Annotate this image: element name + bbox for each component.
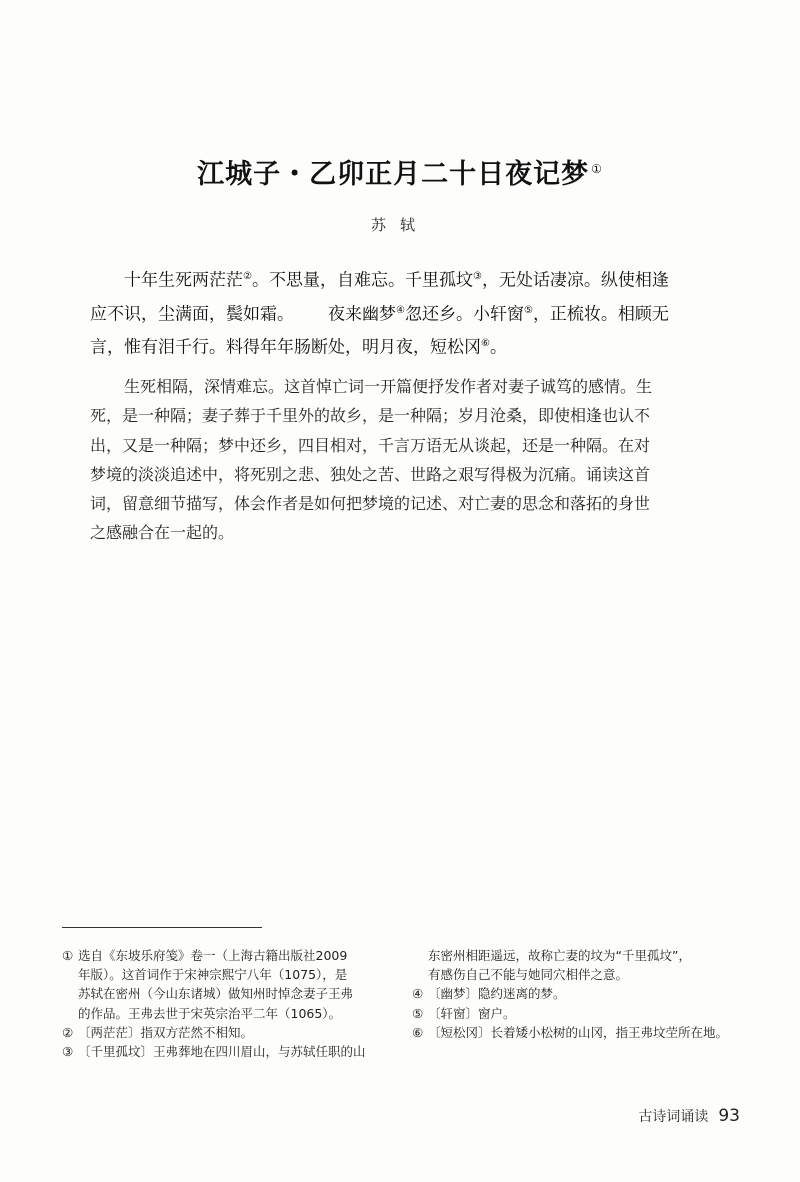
poem-line: 言，惟有泪千行。料得年年肠断处，明月夜，短松冈⑥。 bbox=[90, 337, 507, 358]
footnote-continuation: 苏轼在密州（今山东诸城）做知州时悼念妻子王弗 bbox=[78, 986, 354, 1002]
poem-title: 江城子・乙卯正月二十日夜记梦 ① bbox=[197, 159, 603, 190]
guide-line: 梦境的淡淡追述中，将死别之悲、独处之苦、世路之艰写得极为沉痛。诵读这首 bbox=[90, 464, 651, 484]
footnote-continuation: 的作品。王弗去世于宋英宗治平二年（1065）。 bbox=[78, 1005, 342, 1021]
guide-line: 生死相隔，深情难忘。这首悼亡词一开篇便抒发作者对妻子诚笃的感情。生 bbox=[124, 377, 653, 396]
poem-line: 十年生死两茫茫②。不思量，自难忘。千里孤坟③，无处话凄凉。纵使相逢 bbox=[124, 270, 669, 291]
footnote: ④ 〔幽梦〕隐约迷离的梦。 bbox=[412, 986, 566, 1002]
poem-line: 应不识，尘满面，鬓如霜。 夜来幽梦④忽还乡。小轩窗⑤，正梳妆。相顾无 bbox=[90, 304, 669, 325]
poem-body bbox=[90, 262, 710, 363]
reading-guide bbox=[90, 372, 710, 548]
footnote-continuation: 年版）。这首词作于宋神宗熙宁八年（1075），是 bbox=[78, 967, 348, 983]
footnote-marker: ⑥ bbox=[481, 338, 490, 350]
footnotes-left-column bbox=[62, 946, 382, 1061]
footnote-divider bbox=[62, 927, 262, 928]
footnote-continuation: 东密州相距遥远，故称亡妻的坟为“千里孤坟”， bbox=[428, 948, 691, 963]
footnote: ① 选自《东坡乐府笺》卷一（上海古籍出版社2009 bbox=[62, 948, 348, 963]
footnotes-right-column bbox=[412, 946, 742, 1042]
page-number: 93 bbox=[718, 1106, 740, 1126]
footnote: ② 〔两茫茫〕指双方茫然不相知。 bbox=[62, 1024, 254, 1040]
footnote-marker: ③ bbox=[472, 271, 482, 282]
footnote-continuation: 有感伤自己不能与她同穴相伴之意。 bbox=[428, 967, 629, 983]
footnote-marker: ④ bbox=[396, 304, 405, 316]
footnote-marker: ⑤ bbox=[523, 304, 533, 316]
footnote-marker: ② bbox=[243, 271, 252, 282]
footnote: ⑥ 〔短松冈〕长着矮小松树的山冈，指王弗坟茔所在地。 bbox=[412, 1024, 729, 1040]
author-name: 苏轼 bbox=[370, 216, 429, 234]
footnote: ③ 〔千里孤坟〕王弗葬地在四川眉山，与苏轼任职的山 bbox=[62, 1044, 366, 1060]
guide-line: 之感融合在一起的。 bbox=[90, 523, 235, 543]
guide-line: 词，留意细节描写，体会作者是如何把梦境的记述、对亡妻的思念和落拓的身世 bbox=[90, 494, 651, 514]
page-footer bbox=[638, 1106, 740, 1126]
section-name: 古诗词诵读 bbox=[638, 1109, 709, 1125]
guide-line: 死，是一种隔；妻子葬于千里外的故乡，是一种隔；岁月沧桑，即使相逢也认不 bbox=[90, 406, 651, 426]
title-footnote-marker: ① bbox=[591, 162, 603, 176]
guide-line: 出，又是一种隔；梦中还乡，四目相对，千言万语无从谈起，还是一种隔。在对 bbox=[90, 435, 651, 455]
footnote: ⑤ 〔轩窗〕窗户。 bbox=[412, 1005, 516, 1021]
